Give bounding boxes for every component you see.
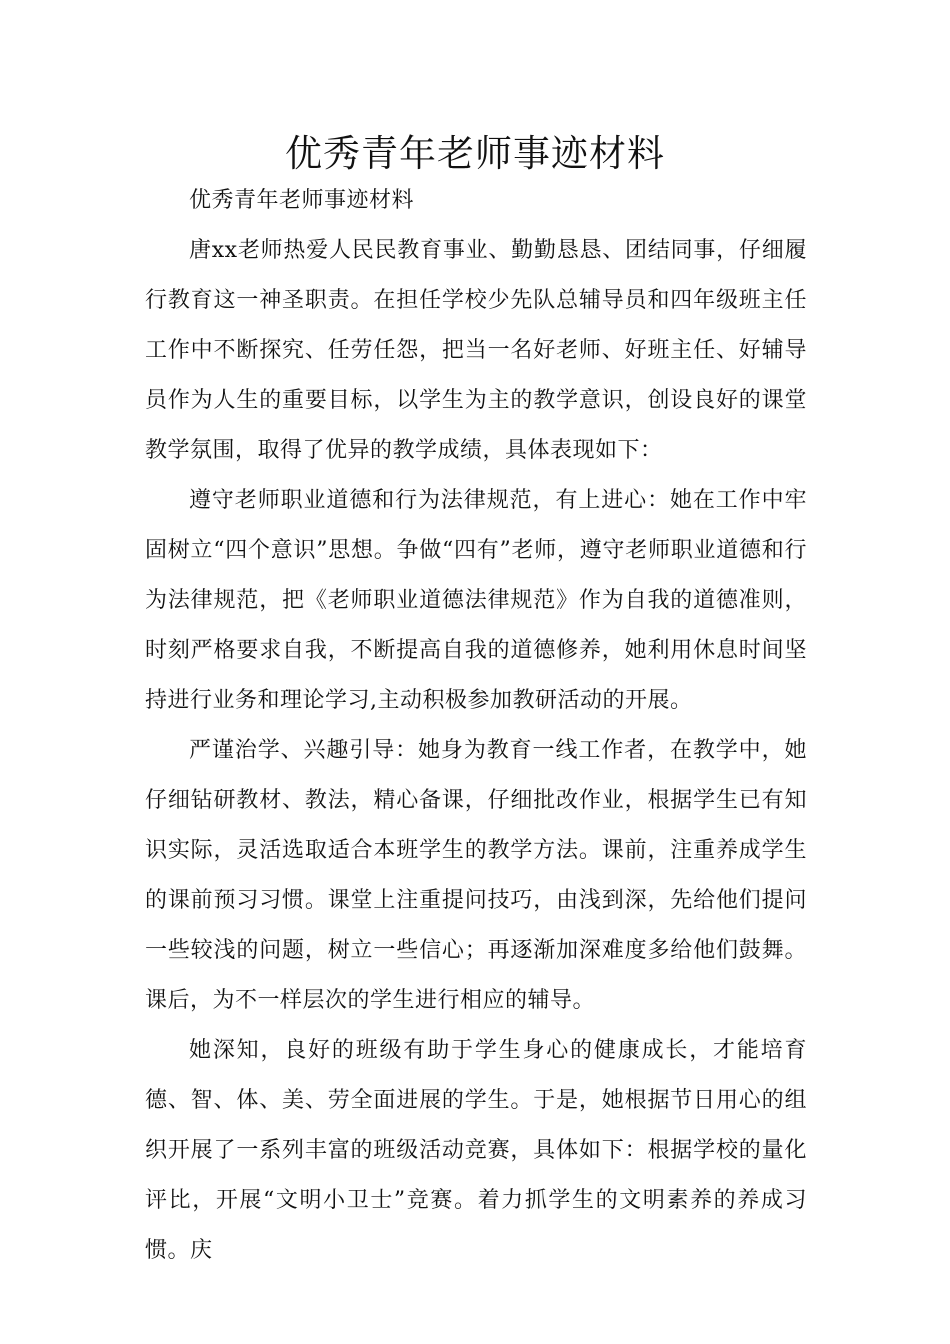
paragraph-class-activities: 她深知，良好的班级有助于学生身心的健康成长，才能培育德、智、体、美、劳全面进展的学生。于是，她根据节日用心的组织开展了一系列丰富的班级活动竞赛，具体如下：根据学校的量化评比，开展“文明小卫士”竞赛。着力抓学生的文明素养的养成习惯。庆 <box>145 1038 807 1263</box>
document-title: 优秀青年老师事迹材料 <box>285 132 665 175</box>
paragraph-intro: 唐xx老师热爱人民民教育事业、勤勤恳恳、团结同事，仔细履行教育这一神圣职责。在担任学校少先队总辅导员和四年级班主任工作中不断探究、任劳任怨，把当一名好老师、好班主任、好辅导员作为人生的重要目标，以学生为主的教学意识，创设良好的课堂教学氛围，取得了优异的教学成绩，具体表现如下： <box>145 238 807 463</box>
paragraph-ethics: 遵守老师职业道德和行为法律规范，有上进心：她在工作中牢固树立“四个意识”思想。争做“四有”老师，遵守老师职业道德和行为法律规范，把《老师职业道德法律规范》作为自我的道德准则，时刻严格要求自我，不断提高自我的道德修养，她利用休息时间坚持进行业务和理论学习,主动积极参加教研活动的开展。 <box>145 488 807 713</box>
paragraph-teaching: 严谨治学、兴趣引导：她身为教育一线工作者，在教学中，她仔细钻研教材、教法，精心备课，仔细批改作业，根据学生已有知识实际，灵活选取适合本班学生的教学方法。课前，注重养成学生的课前预习习惯。课堂上注重提问技巧，由浅到深，先给他们提问一些较浅的问题，树立一些信心；再逐渐加深难度多给他们鼓舞。课后，为不一样层次的学生进行相应的辅导。 <box>145 738 807 1013</box>
document-body <box>145 176 807 1276</box>
paragraph-subtitle: 优秀青年老师事迹材料 <box>189 188 415 213</box>
